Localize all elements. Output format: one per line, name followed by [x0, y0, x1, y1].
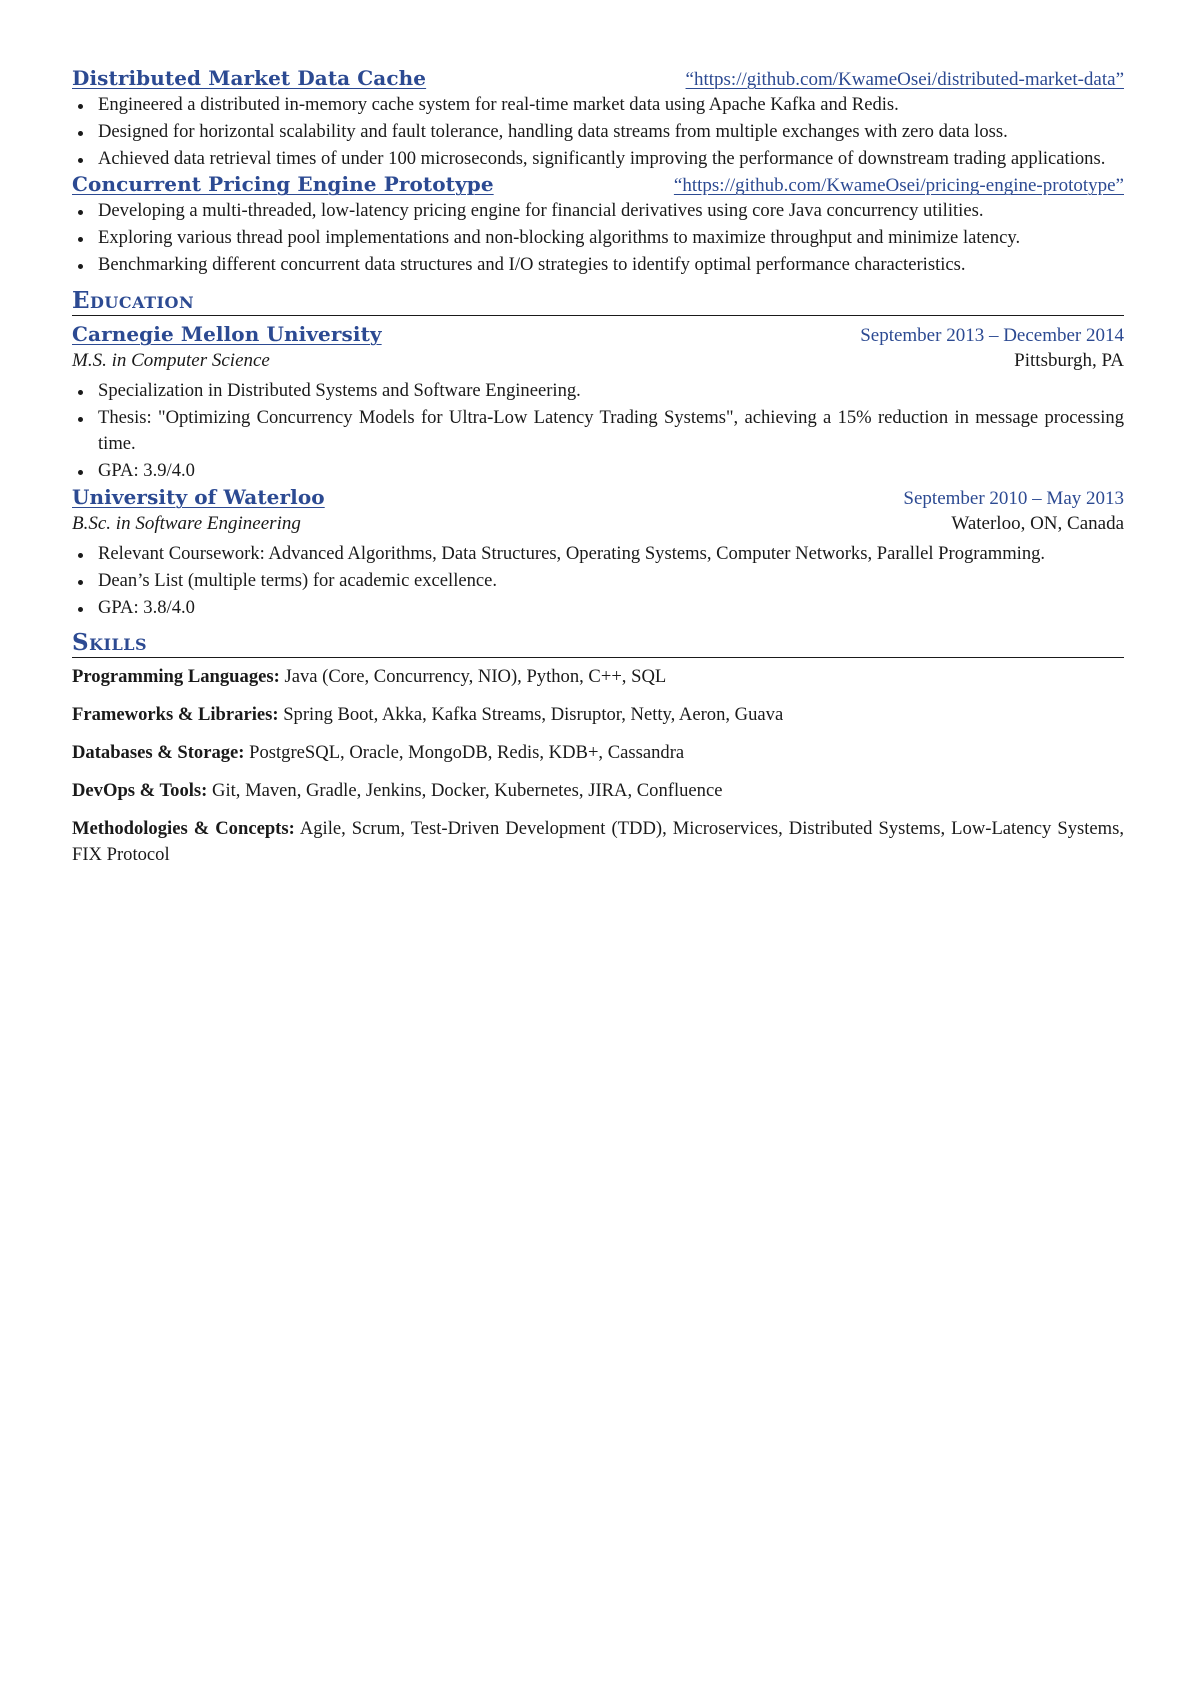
list-item: Designed for horizontal scalability and fault tolerance, handling data streams from multiple exchanges with zero data loss.: [72, 119, 1124, 146]
project-title[interactable]: Concurrent Pricing Engine Prototype: [72, 172, 494, 197]
skill-value: Git, Maven, Gradle, Jenkins, Docker, Kubernetes, JIRA, Confluence: [212, 779, 723, 801]
skill-value: Java (Core, Concurrency, NIO), Python, C++, SQL: [284, 666, 667, 688]
list-item: Achieved data retrieval times of under 100 microseconds, significantly improving the performance of downstream trading applications.: [72, 146, 1124, 173]
list-item: Relevant Coursework: Advanced Algorithms, Data Structures, Operating Systems, Computer Networks, Parallel Programming.: [72, 541, 1124, 568]
education-bullets: [72, 378, 1124, 485]
skill-line: [72, 664, 1124, 691]
school-name[interactable]: Carnegie Mellon University: [72, 321, 382, 346]
list-item: Engineered a distributed in-memory cache system for real-time market data using Apache Kafka and Redis.: [72, 92, 1124, 119]
skill-label: Programming Languages:: [72, 666, 280, 688]
project-bullets: [72, 92, 1124, 172]
location: Pittsburgh, PA: [1014, 349, 1124, 371]
list-item: Developing a multi-threaded, low-latency pricing engine for financial derivatives using core Java concurrency utilities.: [72, 198, 1124, 225]
location: Waterloo, ON, Canada: [951, 512, 1124, 534]
skill-line: [72, 740, 1124, 767]
education-header: [72, 485, 1124, 511]
list-item: Dean’s List (multiple terms) for academic excellence.: [72, 568, 1124, 595]
education-subheader: [72, 350, 1124, 378]
skill-line: [72, 778, 1124, 805]
degree: M.S. in Computer Science: [72, 349, 270, 371]
project-header: [72, 172, 1124, 198]
list-item: Benchmarking different concurrent data structures and I/O strategies to identify optimal performance characteristics.: [72, 252, 1124, 279]
skill-label: DevOps & Tools:: [72, 779, 208, 801]
project-header: [72, 66, 1124, 92]
project-entry: [72, 66, 1124, 172]
school-name[interactable]: University of Waterloo: [72, 484, 325, 509]
section-title: Skills: [72, 629, 148, 657]
education-entry: [72, 322, 1124, 485]
list-item: GPA: 3.8/4.0: [72, 595, 1124, 622]
skill-value: PostgreSQL, Oracle, MongoDB, Redis, KDB+, Cassandra: [249, 741, 685, 763]
project-bullets: [72, 198, 1124, 278]
skill-value: Agile, Scrum, Test-Driven Development (TDD), Microservices, Distributed Systems, Low-Latency Systems, FIX Protocol: [72, 817, 1124, 866]
education-section: [72, 322, 1124, 622]
project-link[interactable]: “https://github.com/KwameOsei/pricing-engine-prototype”: [673, 175, 1124, 197]
project-entry: [72, 172, 1124, 278]
section-title: Education: [72, 286, 195, 314]
skill-line: [72, 816, 1124, 870]
skill-label: Frameworks & Libraries:: [72, 704, 279, 726]
list-item: Exploring various thread pool implementations and non-blocking algorithms to maximize throughput and minimize latency.: [72, 225, 1124, 252]
project-link[interactable]: “https://github.com/KwameOsei/distributed-market-data”: [685, 69, 1124, 90]
education-dates: September 2013 – December 2014: [860, 324, 1124, 346]
skill-value: Spring Boot, Akka, Kafka Streams, Disruptor, Netty, Aeron, Guava: [283, 704, 784, 726]
skill-label: Databases & Storage:: [72, 741, 245, 763]
project-title[interactable]: Distributed Market Data Cache: [72, 66, 427, 90]
skill-line: [72, 702, 1124, 729]
list-item: GPA: 3.9/4.0: [72, 458, 1124, 485]
education-section-header: [72, 285, 1124, 316]
education-subheader: [72, 513, 1124, 541]
skills-section: [72, 664, 1124, 869]
education-bullets: [72, 541, 1124, 621]
degree: B.Sc. in Software Engineering: [72, 512, 301, 534]
skills-section-header: [72, 627, 1124, 658]
skill-label: Methodologies & Concepts:: [72, 817, 295, 839]
list-item: Thesis: "Optimizing Concurrency Models for Ultra-Low Latency Trading Systems", achieving a 15% reduction in message processing time.: [72, 405, 1124, 459]
resume-content: [72, 66, 1124, 880]
education-header: [72, 322, 1124, 348]
education-dates: September 2010 – May 2013: [903, 487, 1124, 509]
education-entry: [72, 485, 1124, 621]
list-item: Specialization in Distributed Systems and Software Engineering.: [72, 378, 1124, 405]
